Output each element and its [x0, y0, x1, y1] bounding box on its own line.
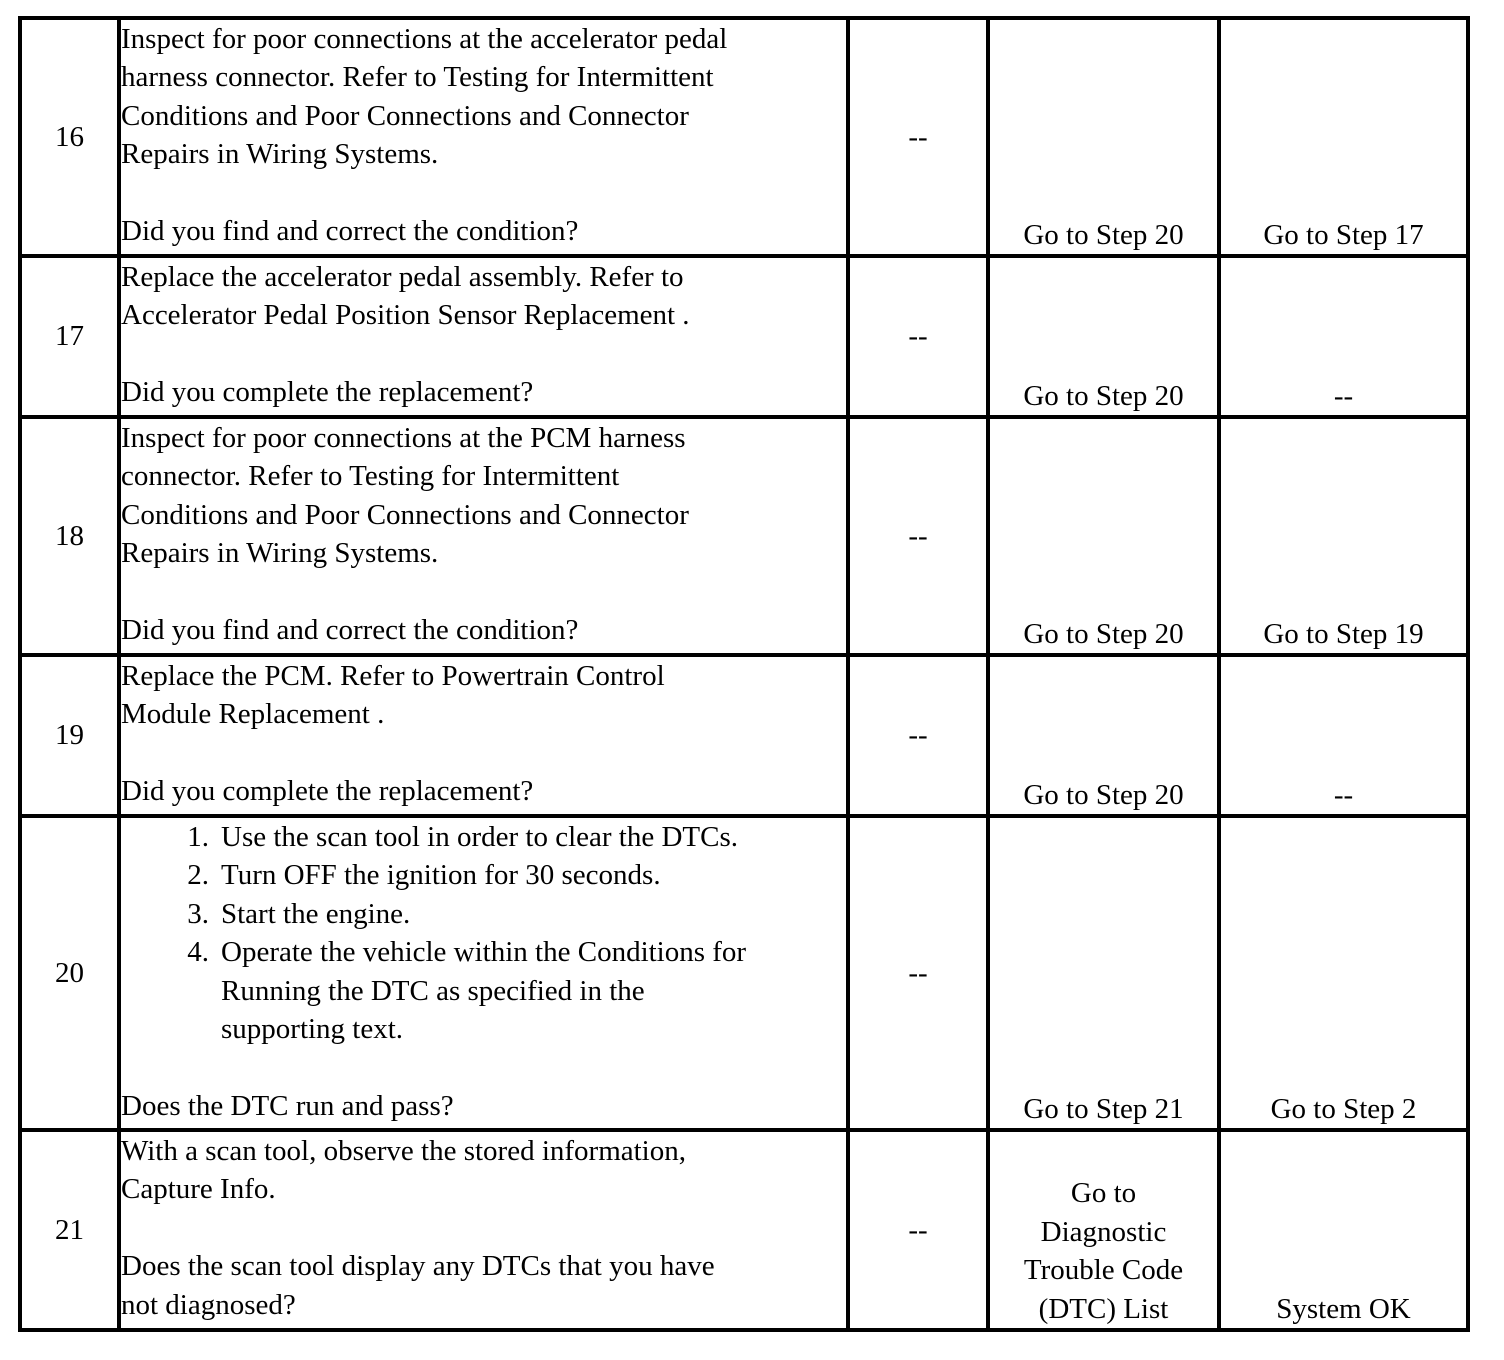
- yes-cell: Go to Step 20: [988, 256, 1219, 417]
- action-line: Conditions and Poor Connections and Connector: [121, 498, 689, 531]
- list-number: 4.: [187, 936, 209, 969]
- table-row: [20, 1130, 1468, 1330]
- value-cell: --: [848, 655, 988, 816]
- action-question: Did you find and correct the condition?: [121, 215, 579, 248]
- table-row: [20, 18, 1468, 256]
- no-cell: --: [1219, 655, 1468, 816]
- list-line: supporting text.: [221, 1013, 404, 1046]
- action-line: Conditions and Poor Connections and Connector: [121, 99, 689, 132]
- action-question: Does the scan tool display any DTCs that you have: [121, 1250, 715, 1283]
- action-line: harness connector. Refer to Testing for Intermittent: [121, 61, 714, 94]
- list-item: [187, 818, 846, 856]
- action-line: Accelerator Pedal Position Sensor Replacement .: [121, 299, 690, 332]
- list-line: Use the scan tool in order to clear the DTCs.: [221, 821, 739, 853]
- action-line: Replace the accelerator pedal assembly. Refer to: [121, 261, 684, 293]
- action-line: With a scan tool, observe the stored information,: [121, 1135, 686, 1167]
- yes-line: Go to: [1070, 1177, 1137, 1210]
- action-line: Repairs in Wiring Systems.: [121, 138, 439, 171]
- step-number: 20: [20, 816, 119, 1130]
- action-cell: [119, 417, 848, 655]
- yes-cell: Go to Step 20: [988, 655, 1219, 816]
- yes-cell: Go to Step 20: [988, 18, 1219, 256]
- diagnostic-table: [18, 16, 1470, 1332]
- table-row: [20, 655, 1468, 816]
- yes-line: Trouble Code: [1023, 1254, 1184, 1287]
- yes-line: (DTC) List: [1038, 1292, 1169, 1325]
- step-number: 16: [20, 18, 119, 256]
- list-item: [187, 856, 846, 894]
- action-cell: [119, 18, 848, 256]
- list-number: 3.: [187, 897, 209, 930]
- list-item: [187, 895, 846, 933]
- action-cell: [119, 816, 848, 1130]
- yes-cell: Go to Step 20: [988, 417, 1219, 655]
- list-line: Running the DTC as specified in the: [221, 974, 645, 1007]
- value-cell: --: [848, 1130, 988, 1330]
- step-number: 19: [20, 655, 119, 816]
- step-number: 18: [20, 417, 119, 655]
- value-cell: --: [848, 256, 988, 417]
- no-cell: Go to Step 19: [1219, 417, 1468, 655]
- action-line: Module Replacement .: [121, 698, 385, 731]
- step-number: 21: [20, 1130, 119, 1330]
- value-cell: --: [848, 18, 988, 256]
- action-line: Capture Info.: [121, 1173, 276, 1206]
- procedure-list: [121, 818, 846, 1048]
- action-line: Replace the PCM. Refer to Powertrain Control: [121, 660, 665, 692]
- no-cell: System OK: [1219, 1130, 1468, 1330]
- action-question: Does the DTC run and pass?: [121, 1089, 454, 1122]
- action-question: not diagnosed?: [121, 1288, 296, 1321]
- list-number: 2.: [187, 859, 209, 892]
- value-cell: --: [848, 417, 988, 655]
- action-cell: [119, 655, 848, 816]
- yes-cell: Go to Step 21: [988, 816, 1219, 1130]
- action-question: Did you find and correct the condition?: [121, 614, 579, 647]
- action-line: Inspect for poor connections at the accelerator pedal: [121, 23, 728, 55]
- action-question: Did you complete the replacement?: [121, 376, 534, 409]
- yes-line: Diagnostic: [1040, 1215, 1167, 1248]
- no-cell: Go to Step 2: [1219, 816, 1468, 1130]
- list-line: Turn OFF the ignition for 30 seconds.: [221, 859, 661, 892]
- action-cell: [119, 1130, 848, 1330]
- action-line: Inspect for poor connections at the PCM harness: [121, 422, 686, 454]
- no-cell: Go to Step 17: [1219, 18, 1468, 256]
- action-line: connector. Refer to Testing for Intermittent: [121, 460, 620, 493]
- yes-cell: [988, 1130, 1219, 1330]
- action-line: Repairs in Wiring Systems.: [121, 537, 439, 570]
- no-cell: --: [1219, 256, 1468, 417]
- list-line: Operate the vehicle within the Conditions for: [221, 936, 747, 969]
- value-cell: --: [848, 816, 988, 1130]
- table-row: [20, 256, 1468, 417]
- table-row: [20, 417, 1468, 655]
- table-row: [20, 816, 1468, 1130]
- list-number: 1.: [187, 821, 209, 853]
- list-line: Start the engine.: [221, 897, 411, 930]
- step-number: 17: [20, 256, 119, 417]
- action-cell: [119, 256, 848, 417]
- list-item: [187, 933, 846, 1048]
- action-question: Did you complete the replacement?: [121, 775, 534, 808]
